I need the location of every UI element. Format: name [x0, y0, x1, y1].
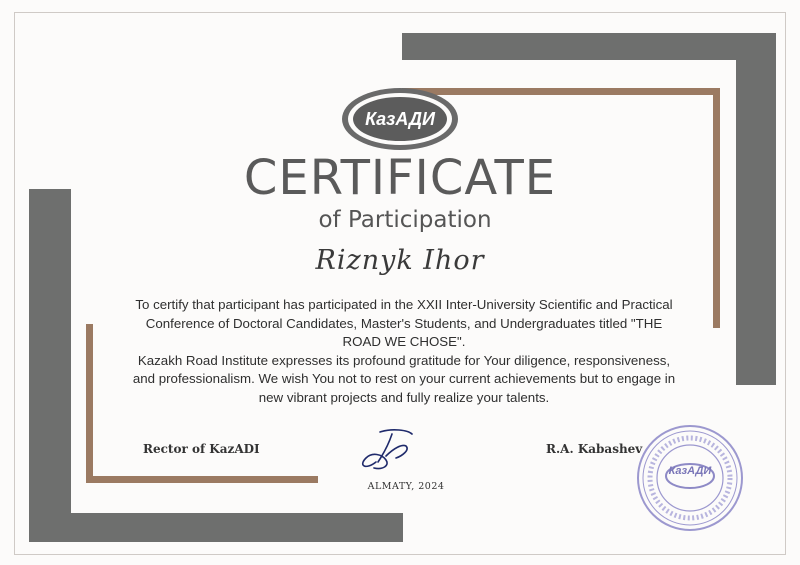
signatory-name: R.A. Kabashev [546, 442, 643, 456]
rector-label: Rector of KazADI [143, 442, 260, 456]
body-paragraph-1: To certify that participant has participated in the XXII Inter-University Scientific and Practical Conference of Doctoral Candidates, Master's Students, and Undergraduates titled "THE ROAD WE CHOSE". [135, 297, 673, 350]
body-paragraph-2: Kazakh Road Institute expresses its profound gratitude for Your diligence, responsiveness, and professionalism. We wish You not to rest on your current achievements but to engage in new vibrant projects and fully realize your talents. [132, 352, 676, 405]
certificate-body [130, 296, 678, 408]
seal-center-text: КазАДИ [668, 465, 712, 477]
bottom-left-gray-bar-horizontal [29, 513, 403, 542]
bottom-left-gray-bar-vertical [29, 189, 71, 542]
handwritten-signature-icon [352, 426, 432, 474]
bottom-left-bronze-bar-horizontal [86, 476, 318, 483]
participant-name: Riznyk Ihor [315, 245, 485, 276]
certificate-title: CERTIFICATE [243, 150, 557, 206]
kazadi-logo-icon [340, 86, 460, 152]
top-right-gray-bar-horizontal [402, 33, 776, 60]
place-date: ALMATY, 2024 [367, 481, 445, 492]
logo-text: КазАДИ [365, 109, 435, 129]
official-seal-icon [635, 423, 745, 533]
certificate-subtitle: of Participation [318, 207, 492, 233]
bottom-left-bronze-bar-vertical [86, 324, 93, 482]
